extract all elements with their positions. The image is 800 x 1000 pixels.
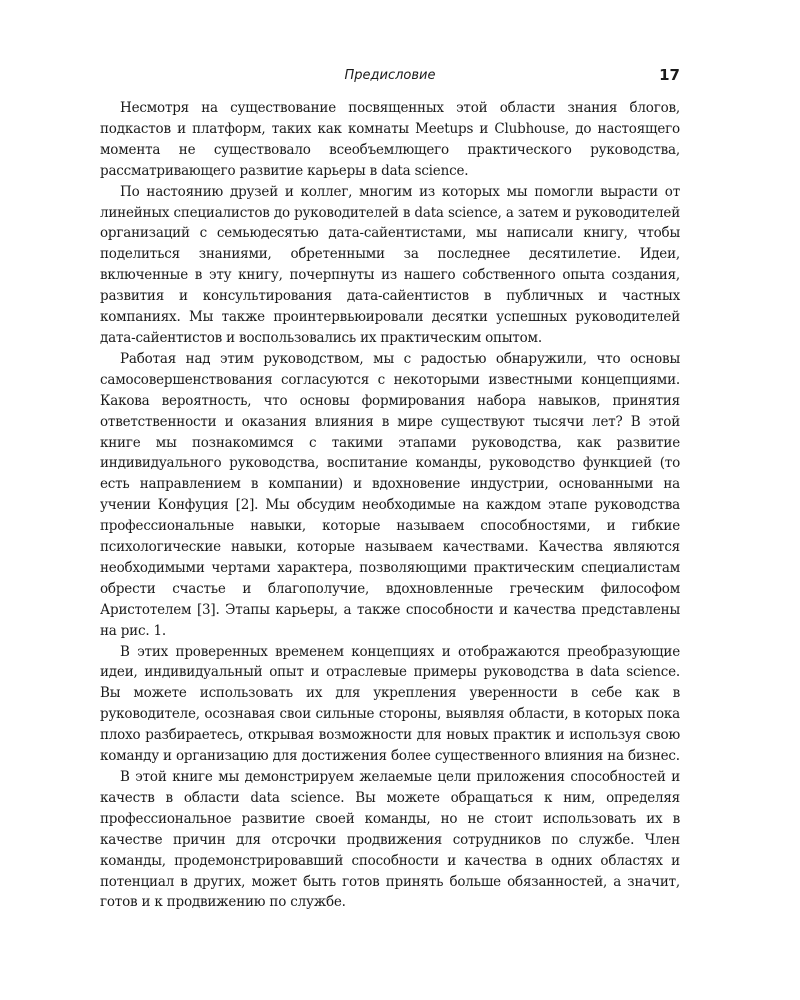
paragraph: По настоянию друзей и коллег, многим из которых мы помогли вырасти от линейных специалистов до руководителей в data science, а затем и руководителей организаций с семьюдесятью дата-сайентистами, мы написали книгу, чтобы поделиться знаниями, обретенными за последнее десятилетие. Идеи, включенные в эту книгу, почерпнуты из нашего собственного опыта создания, развития и консультирования дата-сайентистов в публичных и частных компаниях. Мы также проинтервьюировали десятки успешных руководителей дата-сайентистов и воспользовались их практическим опытом. (100, 183, 680, 346)
page-header (100, 66, 680, 88)
paragraph: В этой книге мы демонстрируем желаемые цели приложения способностей и качеств в области data science. Вы можете обращаться к ним, определяя профессиональное развитие своей команды, но не стоит использовать их в качестве причин для отсрочки продвижения сотрудников по службе. Член команды, продемонстрировавший способности и качества в одних областях и потенциал в других, может быть готов принять больше обязанностей, а значит, готов и к продвижению по службе. (100, 769, 680, 911)
paragraph: В этих проверенных временем концепциях и отображаются преобразующие идеи, индивидуальный опыт и отраслевые примеры руководства в data science. Вы можете использовать их для укрепления уверенности в себе как в руководителе, осознавая свои сильные стороны, выявляя области, в которых пока плохо разбираетесь, открывая возможности для новых практик и используя свою команду и организацию для достижения более существенного влияния на бизнес. (100, 643, 680, 765)
paragraph: Несмотря на существование посвященных этой области знания блогов, подкастов и платформ, таких как комнаты Meetups и Clubhouse, до настоящего момента не существовало всеобъемлющего практического руководства, рассматривающего развитие карьеры в data science. (100, 100, 680, 179)
page-number: 17 (659, 66, 680, 84)
running-title: Предисловие (344, 68, 436, 83)
body-text (100, 98, 680, 913)
paragraph: Работая над этим руководством, мы с радостью обнаружили, что основы самосовершенствования согласуются с некоторыми известными концепциями. Какова вероятность, что основы формирования набора навыков, принятия ответственности и оказания влияния в мире существуют тысячи лет? В этой книге мы познакомимся с такими этапами руководства, как развитие индивидуального руководства, воспитание команды, руководство функцией (то есть направлением в компании) и вдохновение индустрии, основанными на учении Конфуция [2]. Мы обсудим необходимые на каждом этапе руководства профессиональные навыки, которые называем способностями, и гибкие психологические навыки, которые называем качествами. Качества являются необходимыми чертами характера, позволяющими практическим специалистам обрести счастье и благополучие, вдохновленные греческим философом Аристотелем [3]. Этапы карьеры, а также способности и качества представлены на рис. 1. (100, 350, 680, 639)
